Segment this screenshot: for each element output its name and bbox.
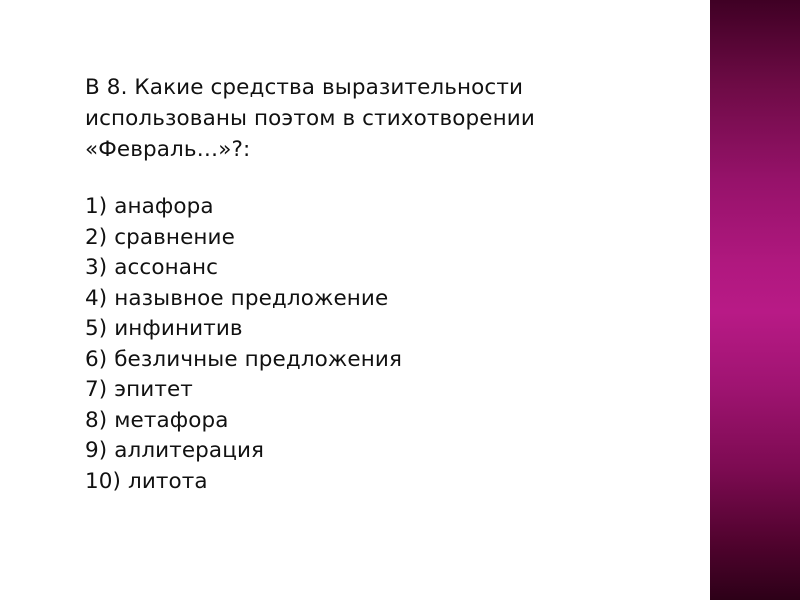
list-item: 8) метафора: [85, 407, 229, 433]
question-text: В 8. Какие средства выразительности использованы поэтом в стихотворении «Февраль…»?:: [85, 75, 535, 162]
answer-options-list: [85, 192, 685, 497]
list-item: 2) сравнение: [85, 224, 235, 250]
list-item: 3) ассонанс: [85, 255, 219, 280]
slide-content: [85, 72, 685, 497]
decorative-side-bar: [710, 0, 800, 600]
side-bar-edge: [707, 0, 710, 600]
list-item: 1) анафора: [85, 194, 214, 219]
list-item: 7) эпитет: [85, 377, 193, 402]
list-item: 6) безличные предложения: [85, 346, 402, 372]
list-item: 5) инфинитив: [85, 316, 243, 341]
list-item: 10) литота: [85, 468, 208, 494]
list-item: 9) аллитерация: [85, 438, 265, 463]
list-item: 4) назывное предложение: [85, 285, 389, 311]
